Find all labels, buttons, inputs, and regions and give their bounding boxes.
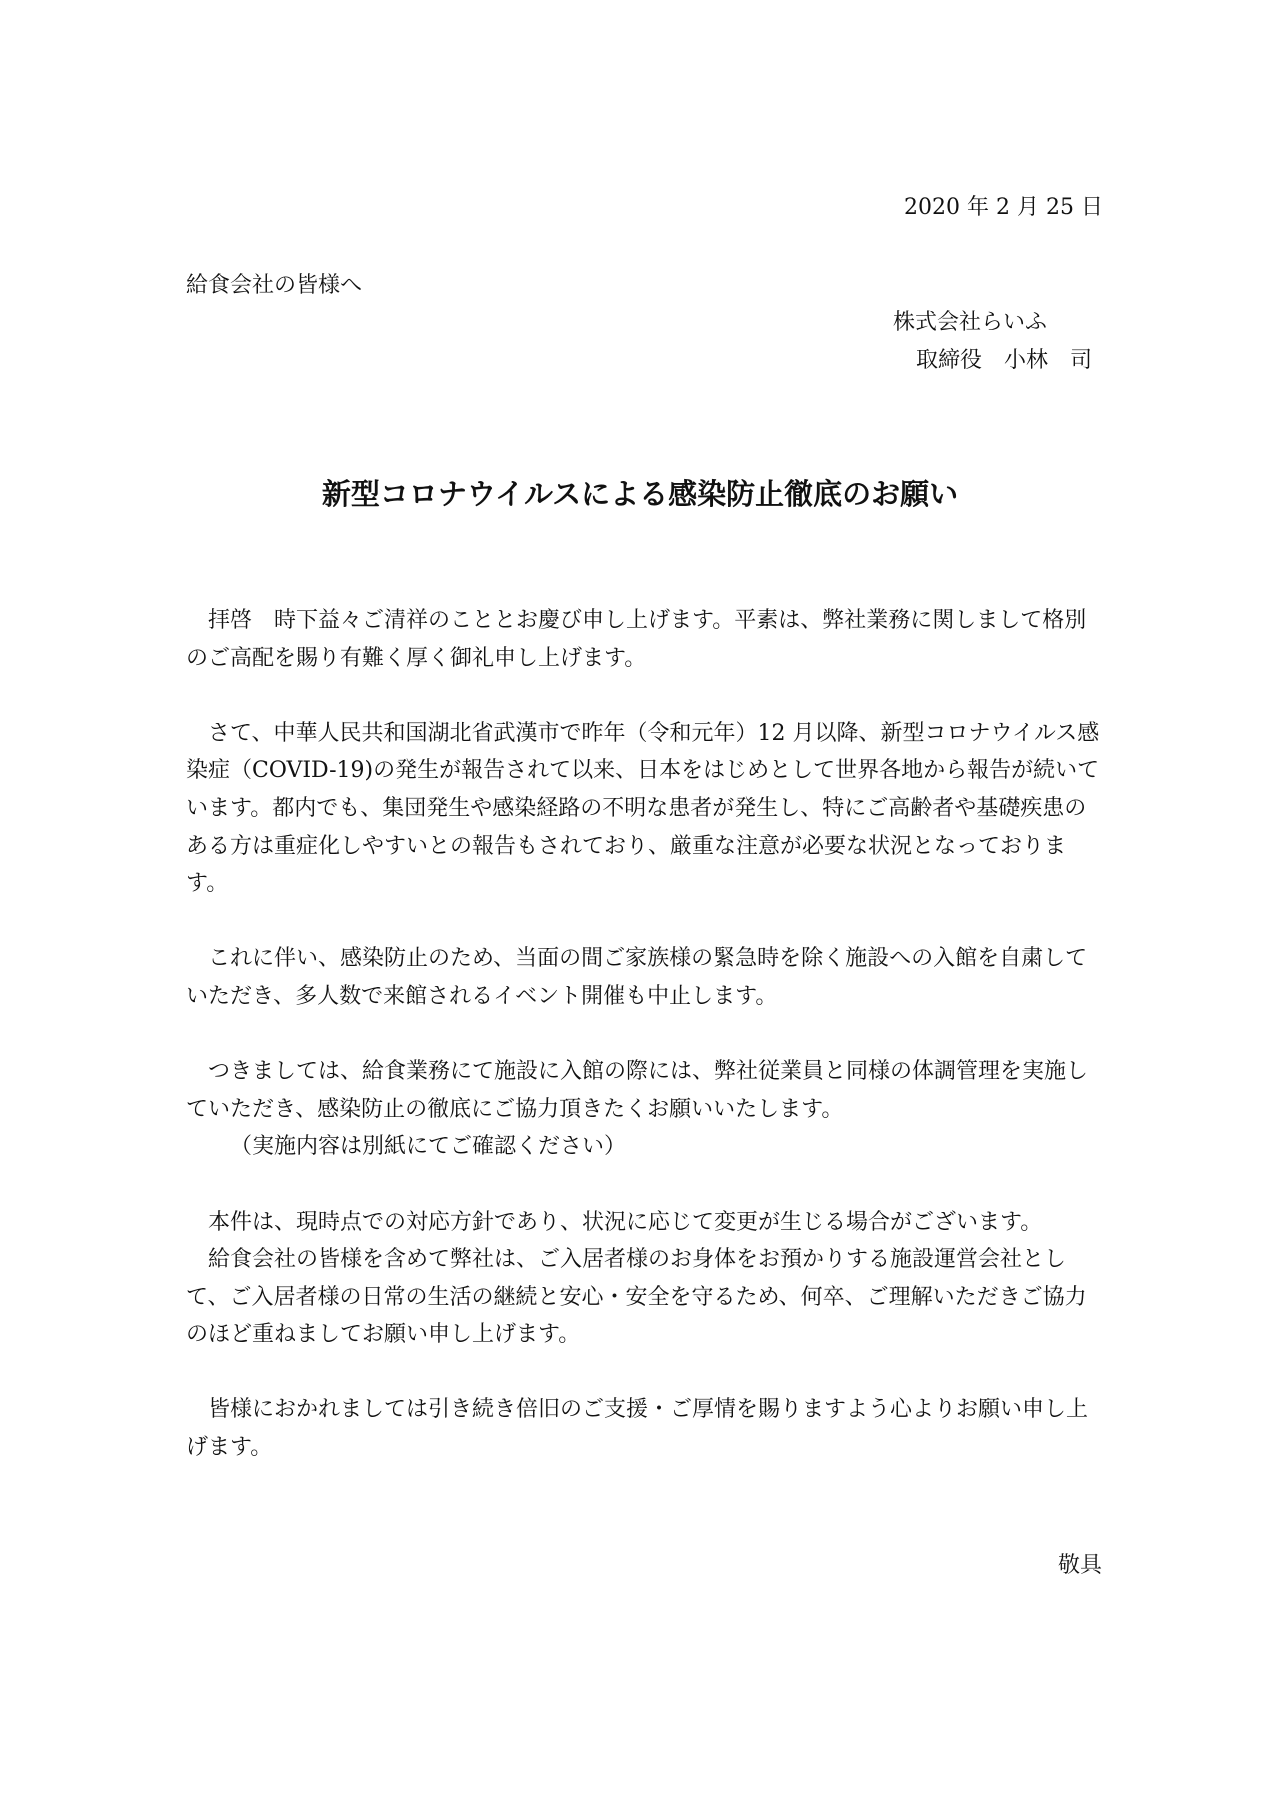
recipient: 給食会社の皆様へ <box>186 273 363 298</box>
paragraph-greeting: 拝啓 時下益々ご清祥のこととお慶び申し上げます。平素は、弊社業務に関しまして格別のご高配を賜り有難く厚く御礼申し上げます。 <box>186 608 1087 671</box>
paragraph-request: つきましては、給食業務にて施設に入館の際には、弊社従業員と同様の体調管理を実施していただき、感染防止の徹底にご協力頂きたくお願いいたします。 <box>186 1059 1089 1122</box>
paragraph-visit-restriction: これに伴い、感染防止のため、当面の間ご家族様の緊急時を除く施設への入館を自粛していただき、多人数で来館されるイベント開催も中止します。 <box>186 946 1088 1009</box>
paragraph-request-note: （実施内容は別紙にてご確認ください） <box>230 1134 627 1160</box>
paragraph-policy: 本件は、現時点での対応方針であり、状況に応じて変更が生じる場合がございます。 <box>208 1209 1043 1235</box>
sender-company: 株式会社らいふ <box>893 310 1048 335</box>
paragraph-closing-remarks: 皆様におかれましては引き続き倍旧のご支援・ご厚情を賜りますよう心よりお願い申し上げます。 <box>186 1397 1089 1461</box>
letter-date: 2020 年 2 月 25 日 <box>904 195 1103 220</box>
letter-body <box>186 602 1101 1467</box>
letter-title: 新型コロナウイルスによる感染防止徹底のお願い <box>321 477 959 511</box>
paragraph-cooperation: 給食会社の皆様を含めて弊社は、ご入居者様のお身体をお預かりする施設運営会社として、ご入居者様の日常の生活の継続と安心・安全を守るため、何卒、ご理解いただきご協力のほど重ねましてお願い申し上げます。 <box>186 1247 1087 1348</box>
closing-word: 敬具 <box>1057 1553 1102 1578</box>
paragraph-background: さて、中華人民共和国湖北省武漢市で昨年（令和元年）12 月以降、新型コロナウイルス感染症（COVID-19)の発生が報告されて以来、日本をはじめとして世界各地から報告が続いています。都内でも、集団発生や感染経路の不明な患者が発生し、特にご高齢者や基礎疾患のある方は重症化しやすいとの報告もされており、厳重な注意が必要な状況となっております。 <box>186 720 1100 897</box>
sender-person: 取締役 小林 司 <box>916 348 1093 373</box>
